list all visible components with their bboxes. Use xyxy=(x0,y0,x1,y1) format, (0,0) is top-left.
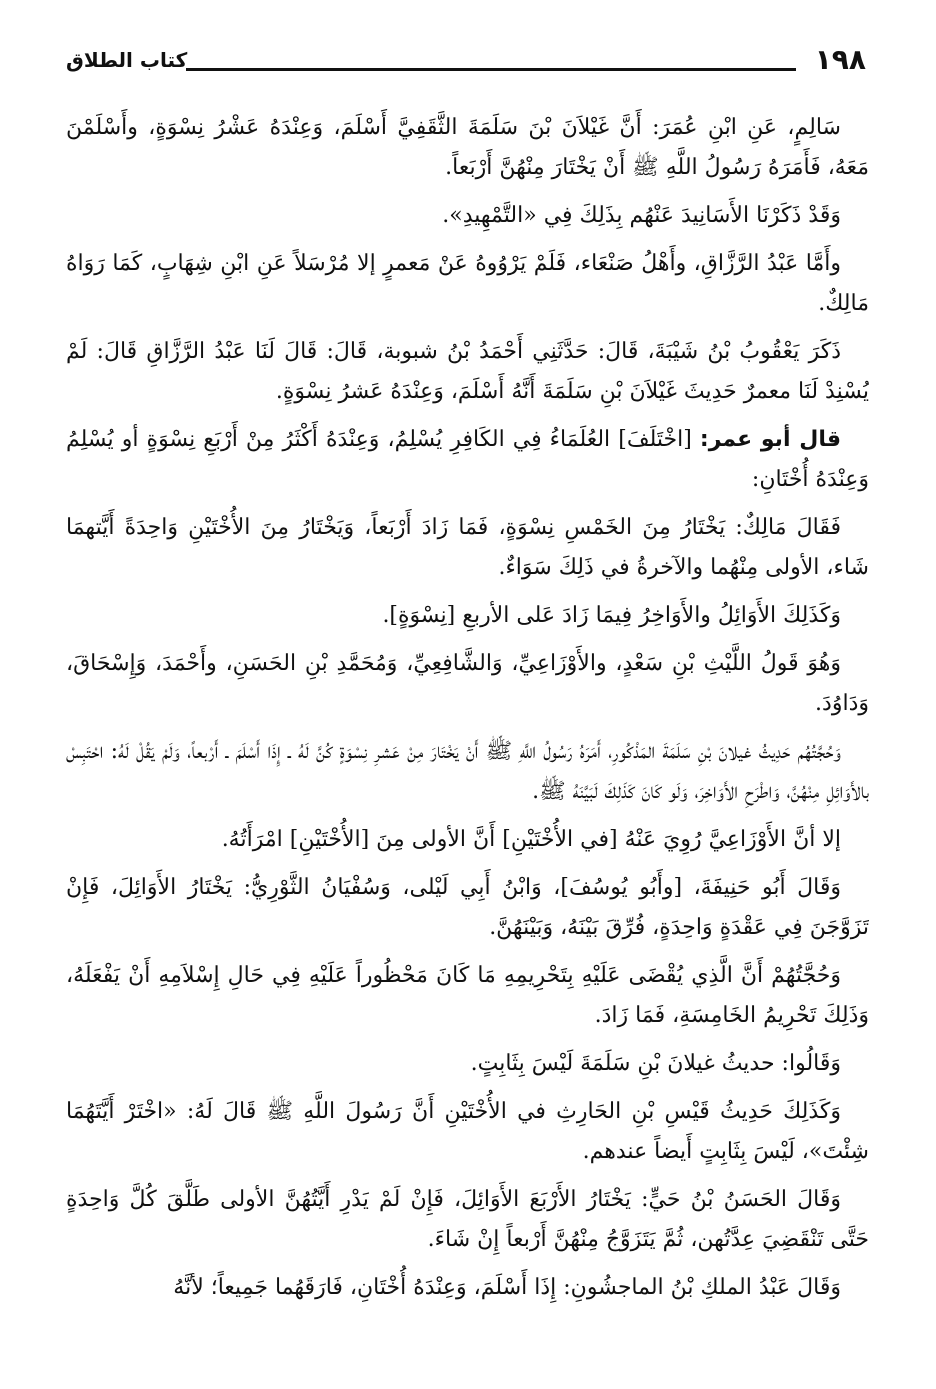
paragraph: وَقَدْ ذَكَرْنَا الأَسَانِيدَ عَنْهُم بِذَلِكَ فِي «التَّمْهِيدِ». xyxy=(442,203,841,228)
paragraph: وَحُجَّتُهُم حَدِيثُ غيلانَ بْنِ سَلَمَةَ المَذْكُورِ، أَمَرَهُ رَسُولُ اللَّهِ ﷺ أَنْ يَخْتَارَ مِنْ عَشرِ نِسْوَةٍ كُنَّ لَهُ ـ إِذَا أَسْلَمَ ـ أَرْبعاً، وَلَمْ يَقُلْ لَهُ: احْتَبِسْ بالأَوَائِلِ مِنْهُنَّ، وَاطْرَحِ الأَوَاخِرَ، وَلَو كَانَ كَذَلِكَ لَبَيَّنَهُ ﷺ. xyxy=(66,739,869,804)
paragraph: وَحُجَّتُهُمْ أَنَّ الَّذِي يُقْضَى عَلَيْهِ بِتَحْرِيمِهِ مَا كَانَ مَحْظُوراً عَلَيْهِ فِي حَالِ إِسْلاَمِهِ أَنْ يَفْعَلَهُ، وَذَلِكَ تَحْرِيمُ الخَامِسَةِ، فَمَا زَادَ. xyxy=(66,963,869,1028)
paragraph: وَقَالُوا: حديثُ غيلانَ بْنِ سَلَمَةَ لَيْسَ بِثَابِتٍ. xyxy=(470,1051,841,1076)
header-rule xyxy=(186,68,796,71)
paragraph: ذَكَرَ يَعْقُوبُ بْنُ شَيْبَةَ، قَالَ: حَدَّثَنِي أَحْمَدُ بْنُ شبوبة، قَالَ: قَالَ لَنَا عَبْدُ الرَّزَّاقِ قَالَ: لَمْ يُسْنِدْ لَنَا معمرٌ حَدِيثَ غَيْلاَنَ بْنِ سَلَمَةَ أَنَّهُ أَسْلَمَ، وَعِنْدَهُ عَشرُ نِسْوَةٍ. xyxy=(66,339,869,404)
paragraph: وَقَالَ عَبْدُ الملكِ بْنُ الماجشُونِ: إِذَا أَسْلَمَ، وَعِنْدَهُ أُخْتَانِ، فَارَقَهُما جَمِيعاً؛ لأنَّهُ xyxy=(173,1275,841,1300)
paragraph: وَقَالَ الحَسَنُ بْنُ حَيٍّ: يَخْتَارُ الأَرْبَعَ الأَوَائِلَ، فَإِنْ لَمْ يَدْرِ أَيَّتُهُنَّ الأولى طَلَّقَ كُلَّ وَاحِدَةٍ حَتَّى تَنْقَضِيَ عِدَّتُهن، ثُمَّ يَتَزَوَّجُ مِنْهُنَّ أَرْبعاً إِنْ شَاءَ. xyxy=(66,1187,869,1252)
paragraph: فَقَالَ مَالِكٌ: يَخْتَارُ مِنَ الخَمْسِ نِسْوَةٍ، فَمَا زَادَ أَرْبَعاً، وَيَخْتَارُ مِنَ الأُخْتَيْنِ وَاحِدَةً أَيَّتهمَا شَاء، الأولى مِنْهُما والآخرةُ في ذَلِكَ سَوَاءٌ. xyxy=(66,515,869,580)
paragraph: وَقَالَ أَبُو حَنِيفَةَ، [وأَبُو يُوسُفَ]، وَابْنُ أَبِي لَيْلى، وَسُفْيَانُ الثَّوْرِيُّ: يَخْتَارُ الأَوَائِلَ، فَإِنْ تَزَوَّجَنَ فِي عَقْدَةٍ وَاحِدَةٍ، فُرِّقَ بَيْنَهُ، وَبَيْنَهُنَّ. xyxy=(66,875,869,940)
paragraph: وأَمَّا عَبْدُ الرَّزَّاقِ، وأَهْلُ صَنْعَاء، فَلَمْ يَرْوُوهُ عَنْ مَعمرٍ إلا مُرْسَلاً عَنِ ابْنِ شِهَابٍ، كَمَا رَوَاهُ مَالِكٌ. xyxy=(66,251,869,316)
paragraph: إلا أنَّ الأَوْزَاعِيَّ رُوِيَ عَنْهُ [في الأُخْتَيْنِ] أَنَّ الأولى مِنَ [الأُخْتَيْنِ] امْرَأَتُهُ. xyxy=(221,827,841,852)
page-number: ١٩٨ xyxy=(814,43,866,76)
page-body xyxy=(66,108,869,1383)
speaker-label: قال أبو عمر: xyxy=(699,427,841,452)
book-title: كتاب الطلاق xyxy=(66,48,188,72)
paragraph: وَهُوَ قَولُ اللَّيْثِ بْنِ سَعْدٍ، والأَوْزَاعِيِّ، وَالشَّافِعِيِّ، وَمُحَمَّدِ بْنِ الحَسَنِ، وأَحْمَدَ، وَإِسْحَاقَ، وَدَاوُدَ. xyxy=(66,651,869,716)
page-header xyxy=(66,40,866,80)
paragraph: قال أبو عمر: [اخْتَلَفَ] العُلَمَاءُ فِي الكَافِرِ يُسْلِمُ، وَعِنْدَهُ أَكْثَرُ مِنْ أَرْبَعِ نِسْوَةٍ أو يُسْلِمُ وَعِنْدَهُ أُخْتَانِ: xyxy=(66,427,869,492)
paragraph: سَالِمٍ، عَنِ ابْنِ عُمَرَ: أَنَّ غَيْلاَنَ بْنَ سَلَمَةَ الثَّقَفِيَّ أَسْلَمَ، وَعِنْدَهُ عَشْرُ نِسْوَةٍ، وأَسْلَمْنَ مَعَهُ، فَأَمَرَهُ رَسُولُ اللَّهِ ﷺ أَنْ يَخْتَارَ مِنْهُنَّ أَرْبَعاً. xyxy=(66,115,869,180)
paragraph: وَكَذَلِكَ حَدِيثُ قَيْسِ بْنِ الحَارِثِ في الأُخْتَيْنِ أَنَّ رَسُولَ اللَّهِ ﷺ قَالَ لَهُ: «اخْتَرْ أَيَّتَهُمَا شِئْتَ»، لَيْسَ بِثَابِتٍ أَيضاً عندهم. xyxy=(66,1099,869,1164)
paragraph: وَكَذَلِكَ الأَوَائِلُ والأَوَاخِرُ فِيمَا زَادَ عَلى الأربعِ [نِسْوَةٍ]. xyxy=(382,603,841,628)
